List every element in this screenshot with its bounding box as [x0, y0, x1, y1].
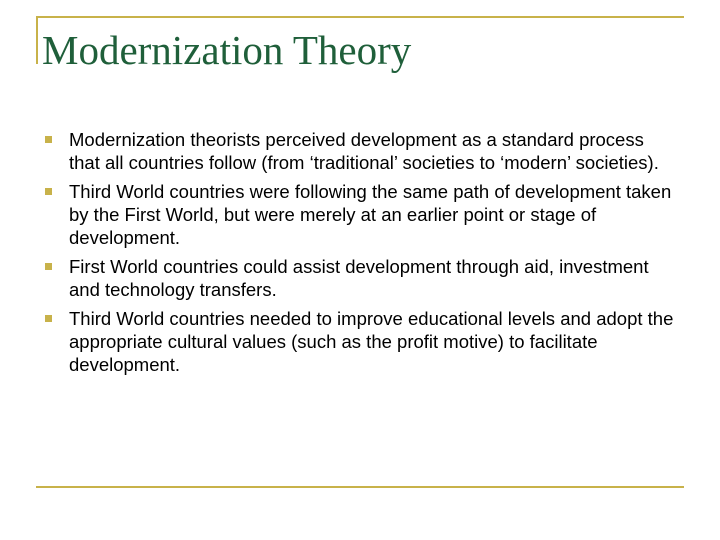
square-bullet-icon — [45, 263, 52, 270]
bullet-text-4: Third World countries needed to improve educational levels and adopt the appropriate cultural values (such as the profit motive) to facilitate development. — [69, 308, 674, 375]
bullet-item-4 — [45, 307, 677, 376]
bullet-list — [45, 128, 677, 382]
bullet-text-2: Third World countries were following the same path of development taken by the First World, but were merely at an earlier point or stage of development. — [69, 181, 672, 248]
bullet-text-1: Modernization theorists perceived development as a standard process that all countries follow (from ‘traditional’ societies to ‘modern’ societies). — [69, 129, 659, 173]
bullet-text-3: First World countries could assist development through aid, investment and technology transfers. — [69, 256, 649, 300]
square-bullet-icon — [45, 136, 52, 143]
bottom-rule — [36, 486, 684, 488]
slide-title: Modernization Theory — [42, 27, 412, 73]
bullet-item-2 — [45, 180, 677, 249]
bullet-item-3 — [45, 255, 677, 301]
left-rule — [36, 16, 38, 64]
bullet-item-1 — [45, 128, 677, 174]
square-bullet-icon — [45, 315, 52, 322]
square-bullet-icon — [45, 188, 52, 195]
top-rule — [36, 16, 684, 18]
